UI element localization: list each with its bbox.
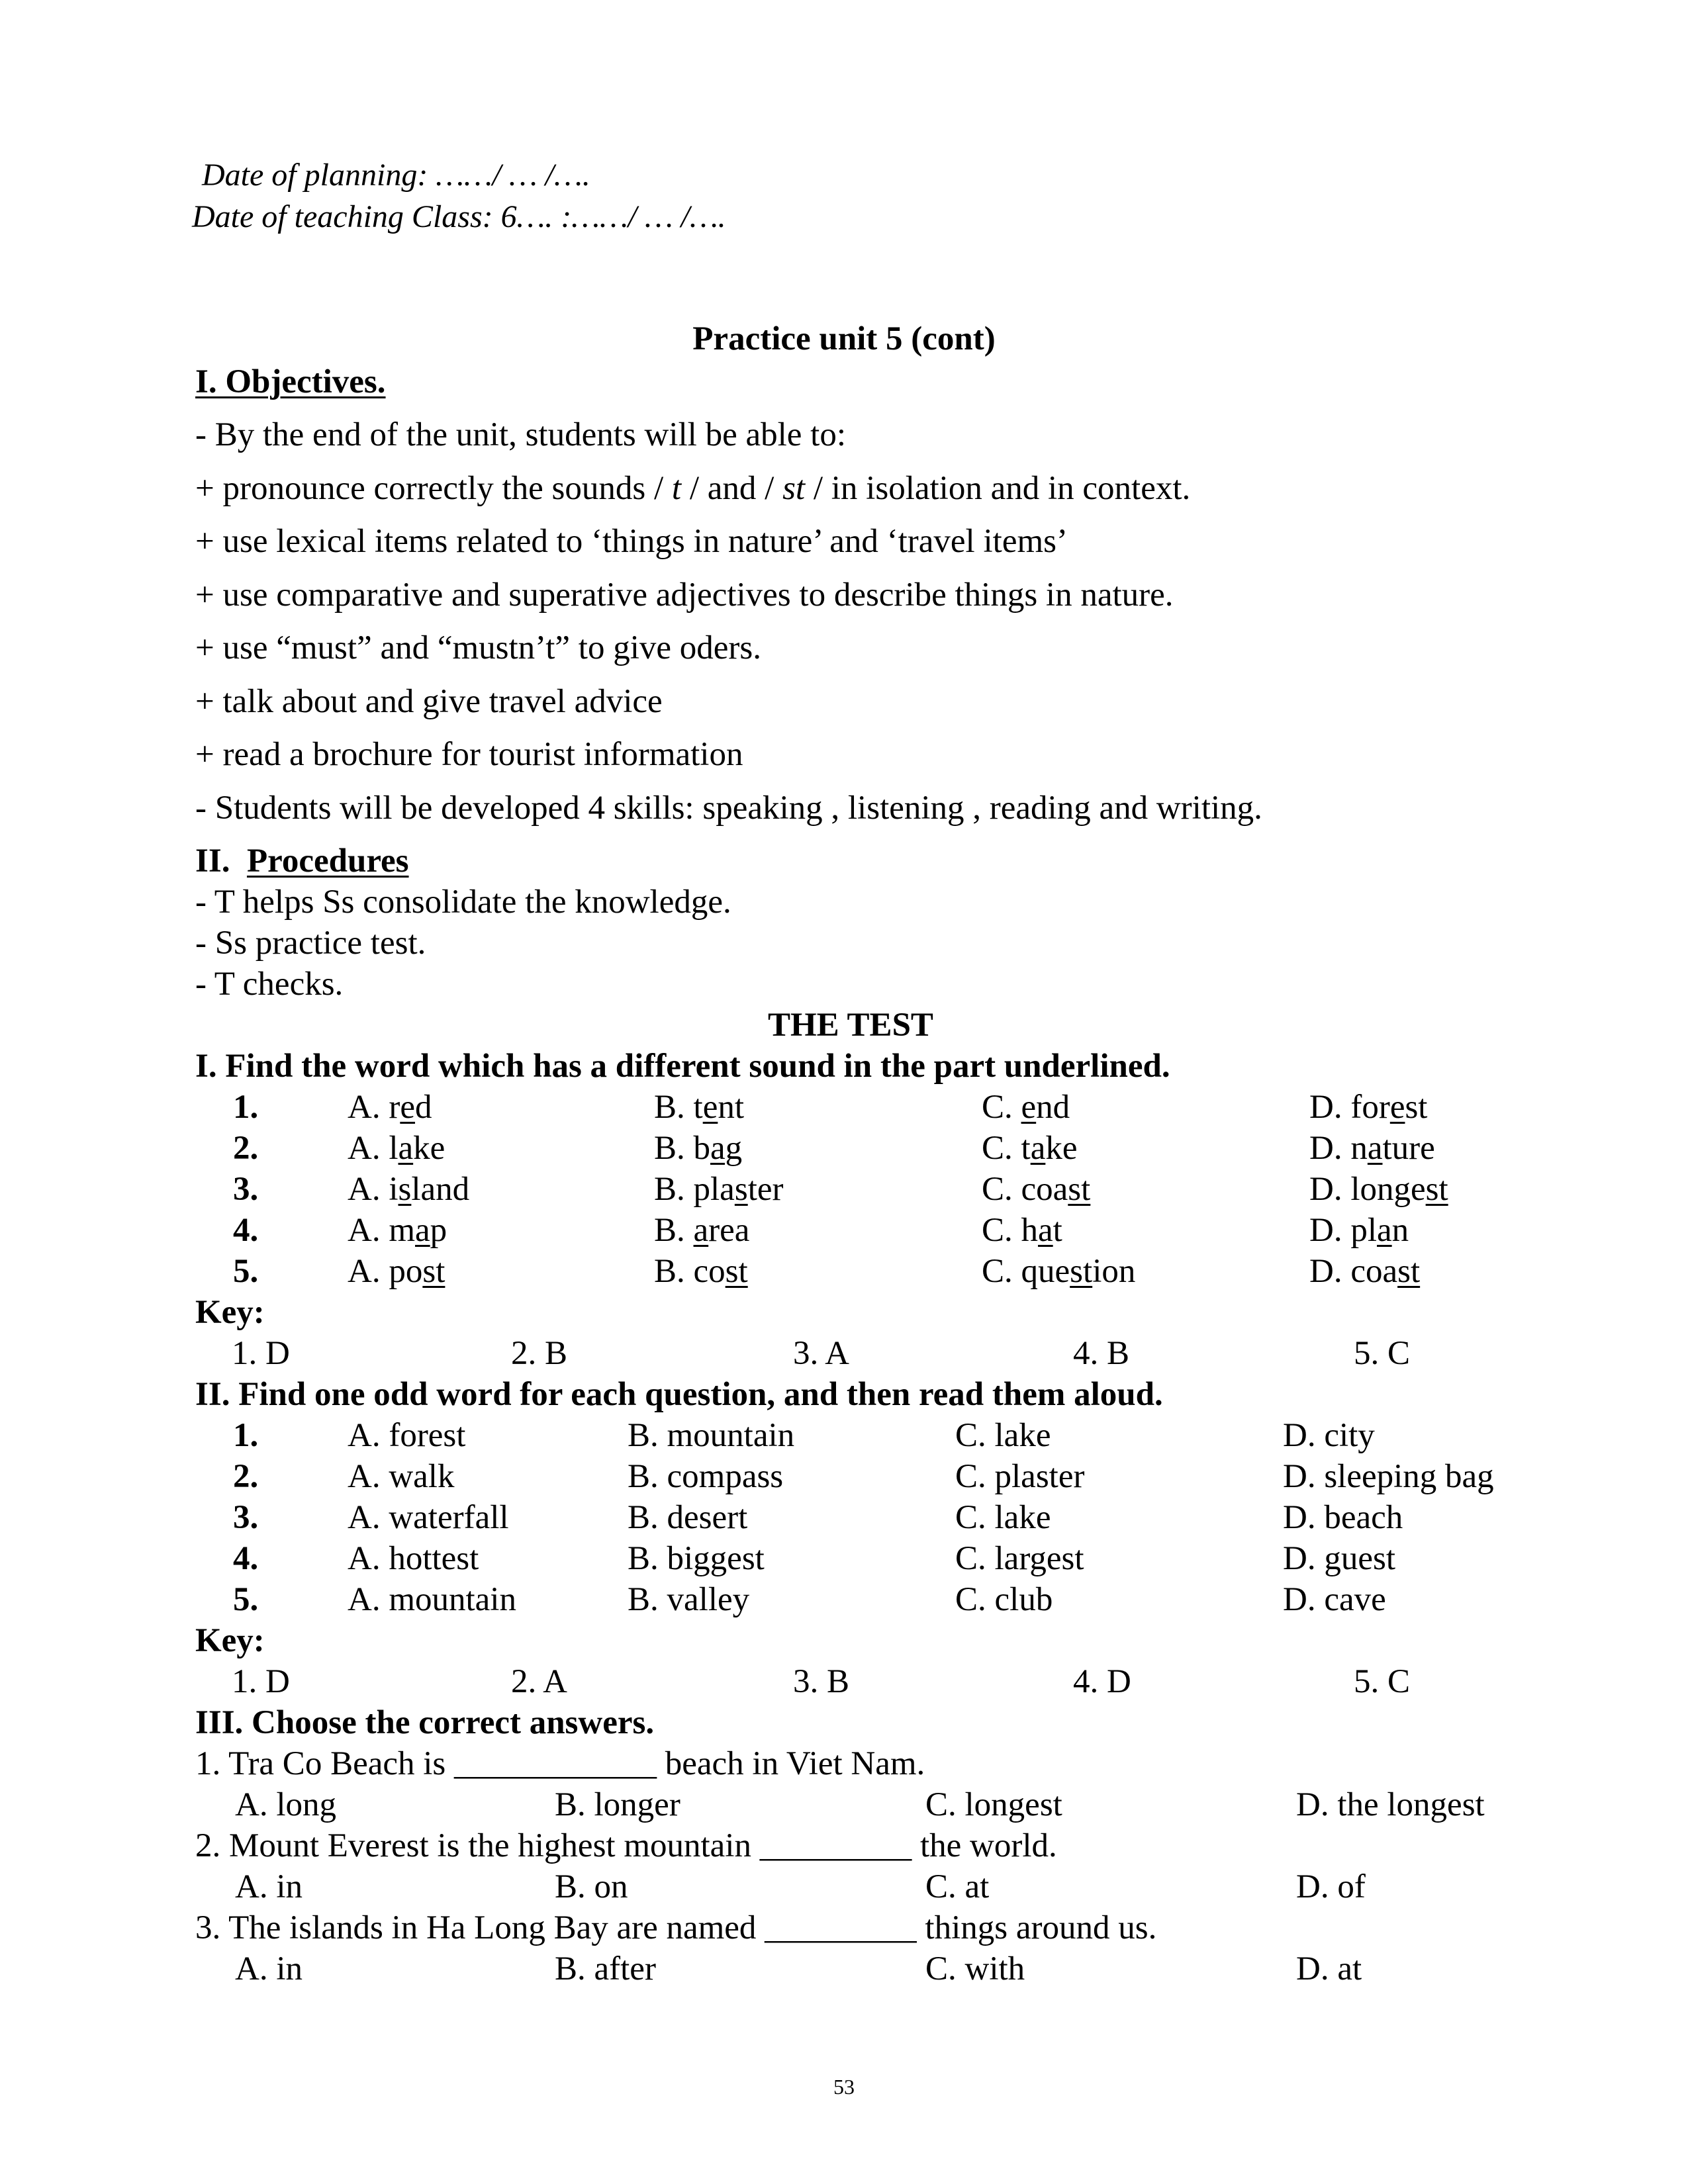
procedure-line: - Ss practice test. xyxy=(195,925,426,962)
option-text: A. l xyxy=(348,1130,399,1167)
pronounce-text-a: + pronounce correctly the sounds / xyxy=(195,470,672,507)
underlined-part: st xyxy=(725,1253,748,1290)
underlined-part: a xyxy=(693,1212,709,1249)
key-answer: 5. C xyxy=(1354,1335,1411,1372)
date-of-teaching: Date of teaching Class: 6…. :……/ … /…. xyxy=(192,199,726,234)
option-text: land xyxy=(411,1171,470,1208)
option-text: A. po xyxy=(348,1253,423,1290)
option-text: C. h xyxy=(982,1212,1039,1249)
question-number: 5. xyxy=(233,1581,259,1618)
option-text: C. xyxy=(982,1089,1021,1126)
option-text: B. b xyxy=(654,1130,711,1167)
section1-heading: I. Find the word which has a different sound in the part underlined. xyxy=(195,1048,1170,1085)
procedures-heading xyxy=(195,841,409,882)
option: C. with xyxy=(925,1950,1025,1987)
option-text: t xyxy=(1053,1212,1062,1249)
question-number: 4. xyxy=(233,1540,259,1577)
option: C. at xyxy=(925,1868,990,1905)
option-text: A. i xyxy=(348,1171,399,1208)
option: B. on xyxy=(555,1868,628,1905)
key-answer: 4. B xyxy=(1073,1335,1130,1372)
question-number: 3. xyxy=(233,1499,259,1536)
option-text: D. longe xyxy=(1309,1171,1426,1208)
date-of-planning: Date of planning: ……/ … /…. xyxy=(202,158,590,193)
question-number: 3. xyxy=(233,1171,259,1208)
option xyxy=(348,1210,447,1251)
option-text: C. t xyxy=(982,1130,1031,1167)
option: A. walk xyxy=(348,1458,455,1495)
underlined-part: e xyxy=(400,1089,415,1126)
objective-line: + use lexical items related to ‘things in nature’ and ‘travel items’ xyxy=(195,523,1068,560)
question-number: 2. xyxy=(233,1130,259,1167)
option: C. largest xyxy=(955,1540,1084,1577)
underlined-part: s xyxy=(734,1171,748,1208)
option: A. hottest xyxy=(348,1540,479,1577)
option: D. beach xyxy=(1283,1499,1403,1536)
objective-line: + use “must” and “mustn’t” to give oders. xyxy=(195,629,761,666)
option-text: nt xyxy=(718,1089,744,1126)
option: C. longest xyxy=(925,1786,1062,1823)
procedures-number: II. xyxy=(195,842,230,880)
option-text: C. que xyxy=(982,1253,1070,1290)
option: C. plaster xyxy=(955,1458,1085,1495)
option-text: d xyxy=(414,1089,432,1126)
question-number: 2. xyxy=(233,1458,259,1495)
option-text: ture xyxy=(1382,1130,1435,1167)
option-text: rea xyxy=(708,1212,750,1249)
underlined-part: a xyxy=(1030,1130,1046,1167)
question-text: 1. Tra Co Beach is ____________ beach in Viet Nam. xyxy=(195,1745,925,1782)
procedures-title: Procedures xyxy=(246,842,409,880)
question-number: 5. xyxy=(233,1253,259,1290)
option xyxy=(348,1087,432,1128)
option-text: ke xyxy=(1045,1130,1078,1167)
question-text: 2. Mount Everest is the highest mountain _________ the world. xyxy=(195,1827,1057,1864)
underlined-part: a xyxy=(398,1130,414,1167)
option: A. waterfall xyxy=(348,1499,509,1536)
option-text: ter xyxy=(747,1171,784,1208)
underlined-part: st xyxy=(1425,1171,1448,1208)
sound-st: st xyxy=(782,470,806,507)
question-number: 1. xyxy=(233,1417,259,1454)
underlined-part: e xyxy=(702,1089,718,1126)
key-answer: 1. D xyxy=(232,1335,290,1372)
key-answer: 2. B xyxy=(511,1335,568,1372)
section3-heading: III. Choose the correct answers. xyxy=(195,1704,655,1741)
option-text: D. pl xyxy=(1309,1212,1377,1249)
underlined-part: a xyxy=(1367,1130,1383,1167)
option: A. mountain xyxy=(348,1581,516,1618)
underlined-part: e xyxy=(1021,1089,1037,1126)
option xyxy=(654,1087,744,1128)
objective-line: + use comparative and superative adjectives to describe things in nature. xyxy=(195,576,1174,614)
key-answer: 3. A xyxy=(793,1335,850,1372)
option-text: n xyxy=(1391,1212,1409,1249)
option xyxy=(1309,1169,1448,1210)
option xyxy=(1309,1087,1427,1128)
procedure-line: - T checks. xyxy=(195,966,344,1003)
option-text: A. m xyxy=(348,1212,415,1249)
option xyxy=(982,1087,1070,1128)
option: D. guest xyxy=(1283,1540,1395,1577)
option: D. sleeping bag xyxy=(1283,1458,1494,1495)
underlined-part: st xyxy=(1070,1253,1093,1290)
option: A. in xyxy=(235,1868,303,1905)
underlined-part: st xyxy=(1068,1171,1091,1208)
underlined-part: st xyxy=(422,1253,445,1290)
option xyxy=(982,1128,1077,1169)
option-text: nd xyxy=(1036,1089,1070,1126)
option-text: ke xyxy=(413,1130,445,1167)
section1-key-label: Key: xyxy=(195,1294,265,1331)
procedure-line: - T helps Ss consolidate the knowledge. xyxy=(195,884,731,921)
option-text: st xyxy=(1405,1089,1428,1126)
underlined-part: a xyxy=(1038,1212,1053,1249)
option xyxy=(982,1210,1062,1251)
option: B. after xyxy=(555,1950,656,1987)
option: B. valley xyxy=(628,1581,750,1618)
option-text: D. n xyxy=(1309,1130,1368,1167)
objectives-heading: I. Objectives. xyxy=(195,363,386,400)
option-text: B. pla xyxy=(654,1171,735,1208)
objective-line: + read a brochure for tourist information xyxy=(195,736,743,773)
objective-line: - By the end of the unit, students will be able to: xyxy=(195,416,846,453)
option xyxy=(654,1251,748,1292)
key-answer: 4. D xyxy=(1073,1663,1131,1700)
sound-t: t xyxy=(671,470,682,507)
option xyxy=(654,1128,742,1169)
option: D. the longest xyxy=(1296,1786,1485,1823)
section2-heading: II. Find one odd word for each question, and then read them aloud. xyxy=(195,1376,1163,1413)
option xyxy=(982,1251,1135,1292)
option xyxy=(654,1169,783,1210)
objective-line: + talk about and give travel advice xyxy=(195,683,663,720)
option: B. compass xyxy=(628,1458,784,1495)
option: A. long xyxy=(235,1786,336,1823)
underlined-part: st xyxy=(1397,1253,1421,1290)
option-text: D. coa xyxy=(1309,1253,1398,1290)
pronounce-text-c: / in isolation and in context. xyxy=(805,470,1191,507)
option-text: ion xyxy=(1092,1253,1136,1290)
option: B. longer xyxy=(555,1786,680,1823)
option: C. lake xyxy=(955,1499,1051,1536)
underlined-part: ag xyxy=(710,1130,743,1167)
objective-line: - Students will be developed 4 skills: speaking , listening , reading and writing. xyxy=(195,790,1262,827)
pronounce-text-b: / and / xyxy=(681,470,783,507)
underlined-part: a xyxy=(1377,1212,1392,1249)
test-title: THE TEST xyxy=(768,1007,933,1044)
page-title: Practice unit 5 (cont) xyxy=(692,320,996,357)
option xyxy=(348,1169,469,1210)
option: D. city xyxy=(1283,1417,1375,1454)
question-text: 3. The islands in Ha Long Bay are named _________ things around us. xyxy=(195,1909,1157,1946)
option xyxy=(1309,1251,1420,1292)
option: C. lake xyxy=(955,1417,1051,1454)
option: C. club xyxy=(955,1581,1053,1618)
option: B. biggest xyxy=(628,1540,765,1577)
option xyxy=(348,1251,445,1292)
option-text: B. xyxy=(654,1212,694,1249)
option-text: A. r xyxy=(348,1089,400,1126)
option xyxy=(654,1210,749,1251)
key-answer: 2. A xyxy=(511,1663,568,1700)
objective-pronounce xyxy=(195,468,1190,509)
question-number: 1. xyxy=(233,1089,259,1126)
option xyxy=(982,1169,1090,1210)
option-text: C. coa xyxy=(982,1171,1068,1208)
option-text: B. co xyxy=(654,1253,726,1290)
option xyxy=(1309,1128,1435,1169)
option xyxy=(1309,1210,1409,1251)
section2-key-label: Key: xyxy=(195,1622,265,1659)
option: B. desert xyxy=(628,1499,748,1536)
underlined-part: e xyxy=(1389,1089,1405,1126)
option: A. forest xyxy=(348,1417,466,1454)
option-text: B. t xyxy=(654,1089,703,1126)
key-answer: 5. C xyxy=(1354,1663,1411,1700)
key-answer: 1. D xyxy=(232,1663,290,1700)
option: D. cave xyxy=(1283,1581,1386,1618)
option-text: D. for xyxy=(1309,1089,1390,1126)
page-number: 53 xyxy=(833,2075,855,2099)
option: D. of xyxy=(1296,1868,1366,1905)
option: A. in xyxy=(235,1950,303,1987)
key-answer: 3. B xyxy=(793,1663,850,1700)
option-text: p xyxy=(430,1212,447,1249)
question-number: 4. xyxy=(233,1212,259,1249)
option: B. mountain xyxy=(628,1417,795,1454)
underlined-part: s xyxy=(398,1171,412,1208)
option xyxy=(348,1128,445,1169)
underlined-part: a xyxy=(415,1212,430,1249)
option: D. at xyxy=(1296,1950,1362,1987)
